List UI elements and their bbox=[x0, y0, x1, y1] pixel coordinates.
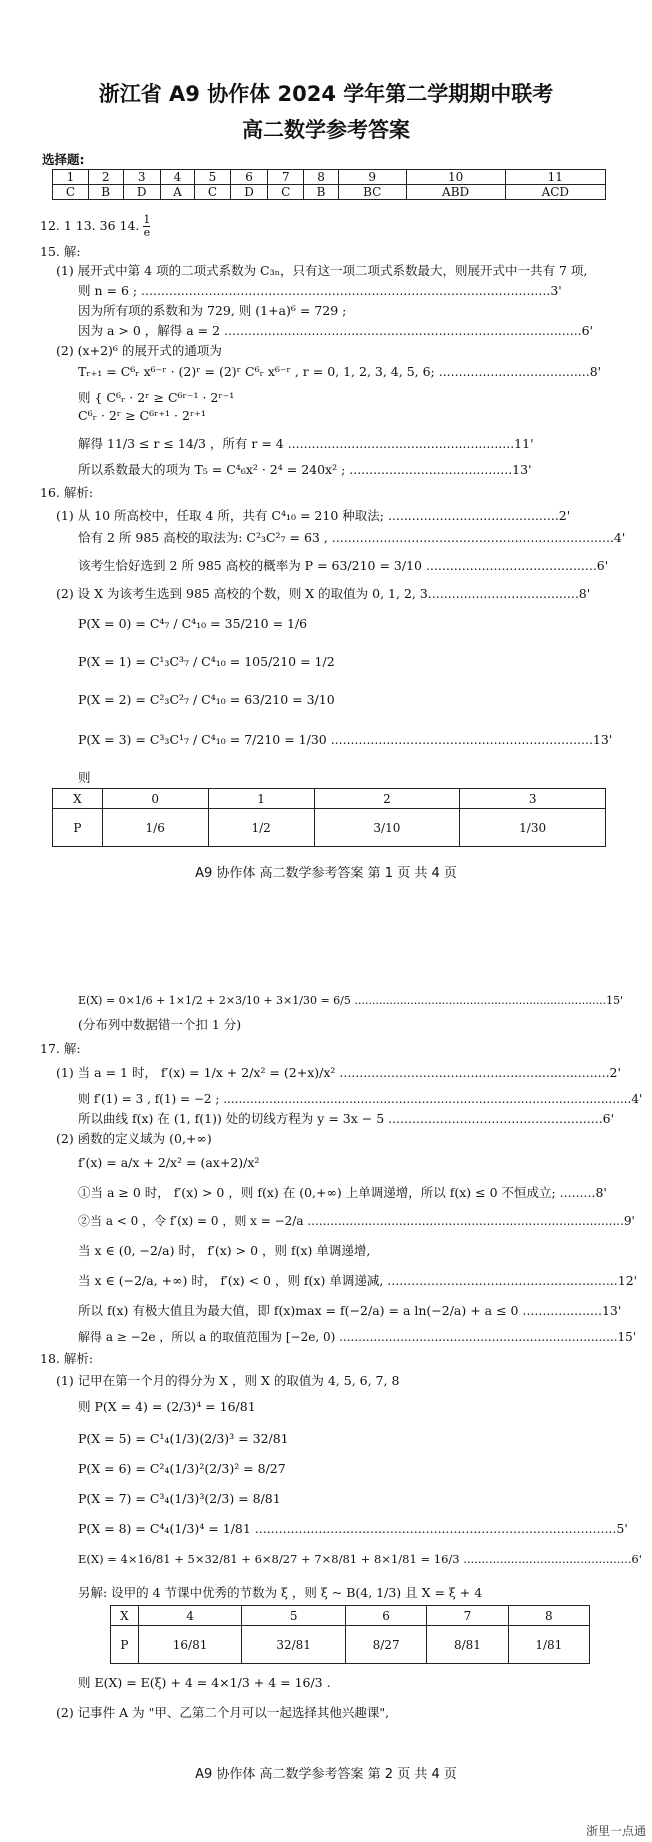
table-cell: 8/27 bbox=[345, 1626, 426, 1664]
q17-line: ②当 a < 0 ，令 f′(x) = 0 ，则 x = −2/a ...................................................................................9' bbox=[78, 1214, 635, 1228]
q15-line: (1) 展开式中第 4 项的二项式系数为 C₃ₙ，只有这一项二项式系数最大，则展开式中一共有 7 项, bbox=[56, 263, 588, 278]
choice-number-cell: 3 bbox=[123, 170, 160, 185]
choice-answer-cell: A bbox=[160, 185, 194, 200]
choice-answer-cell: D bbox=[230, 185, 267, 200]
q18-distribution-table bbox=[110, 1605, 590, 1664]
q18-line: 则 P(X = 4) = (2/3)⁴ = 16/81 bbox=[78, 1399, 256, 1414]
table-cell: 1/2 bbox=[208, 809, 314, 847]
choice-number-cell: 5 bbox=[195, 170, 231, 185]
choice-number-cell: 1 bbox=[53, 170, 89, 185]
table-cell: 0 bbox=[102, 789, 208, 809]
q17-line: 所以曲线 f(x) 在 (1, f(1)) 处的切线方程为 y = 3x − 5 ......................................................6' bbox=[78, 1111, 615, 1126]
q17-heading: 17. 解: bbox=[40, 1041, 81, 1056]
q18-after-line: 则 E(X) = E(ξ) + 4 = 4×1/3 + 4 = 16/3 . bbox=[78, 1675, 331, 1690]
q17-line: (1) 当 a = 1 时， f′(x) = 1/x + 2/x² = (2+x)/x² ....................................................................2' bbox=[56, 1065, 621, 1080]
q18-line: (1) 记甲在第一个月的得分为 X ，则 X 的取值为 4, 5, 6, 7, 8 bbox=[56, 1373, 400, 1388]
fill-blank-answers bbox=[40, 214, 150, 239]
choice-number-cell: 6 bbox=[230, 170, 267, 185]
q15-line: Tᵣ₊₁ = C⁶ᵣ x⁶⁻ʳ · (2)ʳ = (2)ʳ C⁶ᵣ x⁶⁻ʳ , r = 0, 1, 2, 3, 4, 5, 6; ......................................8' bbox=[78, 364, 602, 379]
q16-line: (1) 从 10 所高校中，任取 4 所，共有 C⁴₁₀ = 210 种取法; ...........................................2' bbox=[56, 508, 571, 523]
watermark-text: 浙里一点通 bbox=[585, 1824, 646, 1838]
q15-line: C⁶ᵣ · 2ʳ ≥ C⁶ʳ⁺¹ · 2ʳ⁺¹ bbox=[78, 408, 206, 423]
table-cell: 5 bbox=[242, 1606, 346, 1626]
choice-answer-cell: ACD bbox=[505, 185, 605, 200]
choice-number-cell: 11 bbox=[505, 170, 605, 185]
fill-line: 12. 1 13. 36 14. bbox=[40, 218, 144, 233]
choice-number-cell: 7 bbox=[268, 170, 304, 185]
table-cell: 6 bbox=[345, 1606, 426, 1626]
q15-line: 因为所有项的系数和为 729, 则 (1+a)⁶ = 729 ; bbox=[78, 303, 347, 318]
choice-answer-table bbox=[52, 169, 606, 200]
q17-line: 所以 f(x) 有极大值且为最大值，即 f(x)max = f(−2/a) = a ln(−2/a) + a ≤ 0 ....................13' bbox=[78, 1303, 622, 1318]
table-cell: 1/6 bbox=[102, 809, 208, 847]
q18-line: E(X) = 4×16/81 + 5×32/81 + 6×8/27 + 7×8/81 + 8×1/81 = 16/3 ..............................................6' bbox=[78, 1552, 642, 1566]
page-footer-2: A9 协作体 高二数学参考答案 第 2 页 共 4 页 bbox=[195, 1767, 457, 1782]
table-cell: X bbox=[111, 1606, 139, 1626]
table-cell: 32/81 bbox=[242, 1626, 346, 1664]
q17-line: 则 f′(1) = 3 , f(1) = −2 ; ...........................................................................................................4' bbox=[78, 1092, 643, 1106]
table-cell: 1 bbox=[208, 789, 314, 809]
choice-answer-cell: C bbox=[268, 185, 304, 200]
q18-line: P(X = 6) = C²₄(1/3)²(2/3)² = 8/27 bbox=[78, 1461, 286, 1476]
distribution-row-x bbox=[53, 789, 606, 809]
q15-line: 解得 11/3 ≤ r ≤ 14/3 ，所有 r = 4 .........................................................11' bbox=[78, 436, 534, 451]
answer-page-1 bbox=[0, 0, 652, 905]
q18-line: 另解: 设甲的 4 节课中优秀的节数为 ξ ，则 ξ ~ B(4, 1/3) 且 X = ξ + 4 bbox=[78, 1585, 483, 1600]
table-cell: 7 bbox=[427, 1606, 508, 1626]
q17-line: f′(x) = a/x + 2/x² = (ax+2)/x² bbox=[78, 1155, 260, 1170]
choice-number-cell: 8 bbox=[304, 170, 339, 185]
q17-line: 当 x ∈ (−2/a, +∞) 时， f′(x) < 0 ，则 f(x) 单调递减, ..........................................................12' bbox=[78, 1273, 638, 1288]
table-cell: X bbox=[53, 789, 103, 809]
choice-number-cell: 4 bbox=[160, 170, 194, 185]
q17-line: ①当 a ≥ 0 时， f′(x) > 0 ，则 f(x) 在 (0,+∞) 上单调递增，所以 f(x) ≤ 0 不恒成立; .........8' bbox=[78, 1185, 607, 1200]
expectation-note: (分布列中数据错一个扣 1 分) bbox=[78, 1017, 242, 1032]
q18-line: P(X = 7) = C³₄(1/3)³(2/3) = 8/81 bbox=[78, 1491, 281, 1506]
q18-line: P(X = 8) = C⁴₄(1/3)⁴ = 1/81 ...........................................................................................5' bbox=[78, 1521, 628, 1536]
q18-line: P(X = 5) = C¹₄(1/3)(2/3)³ = 32/81 bbox=[78, 1431, 289, 1446]
ans14-numerator: 1 bbox=[143, 213, 151, 226]
q16-line: P(X = 3) = C³₃C¹₇ / C⁴₁₀ = 7/210 = 1/30 ..................................................................13' bbox=[78, 732, 613, 747]
answer-subtitle: 高二数学参考答案 bbox=[242, 118, 410, 142]
page-footer-1: A9 协作体 高二数学参考答案 第 1 页 共 4 页 bbox=[195, 866, 457, 881]
table-cell: 1/81 bbox=[508, 1626, 589, 1664]
table-cell: 16/81 bbox=[138, 1626, 242, 1664]
table-cell: 8/81 bbox=[427, 1626, 508, 1664]
choice-label: 选择题: bbox=[42, 152, 85, 167]
q15-line: 所以系数最大的项为 T₅ = C⁴₆x² · 2⁴ = 240x² ; .........................................13' bbox=[78, 462, 532, 477]
q17-line: 当 x ∈ (0, −2/a) 时， f′(x) > 0 ，则 f(x) 单调递增, bbox=[78, 1243, 371, 1258]
expectation-line: E(X) = 0×1/6 + 1×1/2 + 2×3/10 + 3×1/30 = 6/5 ........................................................................15' bbox=[78, 994, 624, 1007]
q15-line: (2) (x+2)⁶ 的展开式的通项为 bbox=[56, 343, 222, 358]
choice-number-cell: 10 bbox=[406, 170, 505, 185]
table-cell: P bbox=[53, 809, 103, 847]
table-cell: 1/30 bbox=[460, 809, 606, 847]
choice-answer-cell: C bbox=[53, 185, 89, 200]
choice-answer-cell: ABD bbox=[406, 185, 505, 200]
table-cell: 8 bbox=[508, 1606, 589, 1626]
choice-answer-cell: B bbox=[304, 185, 339, 200]
choice-number-cell: 9 bbox=[338, 170, 406, 185]
table-cell: 3/10 bbox=[314, 809, 460, 847]
q16-line: P(X = 2) = C²₃C²₇ / C⁴₁₀ = 63/210 = 3/10 bbox=[78, 692, 335, 707]
q16-line: P(X = 1) = C¹₃C³₇ / C⁴₁₀ = 105/210 = 1/2 bbox=[78, 654, 335, 669]
q15-line: 则 { C⁶ᵣ · 2ʳ ≥ C⁶ʳ⁻¹ · 2ʳ⁻¹ bbox=[78, 390, 235, 405]
table-cell: 4 bbox=[138, 1606, 242, 1626]
exam-title: 浙江省 A9 协作体 2024 学年第二学期期中联考 bbox=[98, 82, 554, 106]
distribution-row-p bbox=[53, 809, 606, 847]
ans14-denominator: e bbox=[143, 226, 151, 239]
q15-line: 因为 a > 0 ，解得 a = 2 ..........................................................................................6' bbox=[78, 323, 594, 338]
distribution-row-x bbox=[111, 1606, 590, 1626]
choice-answer-cell: BC bbox=[338, 185, 406, 200]
choice-answer-cell: B bbox=[88, 185, 123, 200]
q18-after-line: (2) 记事件 A 为 "甲、乙第二个月可以一起选择其他兴趣课", bbox=[56, 1705, 390, 1720]
choice-answer-cell: C bbox=[195, 185, 231, 200]
q16-heading: 16. 解析: bbox=[40, 485, 94, 500]
q15-line: 则 n = 6 ; .......................................................................................................3' bbox=[78, 283, 562, 298]
choice-answer-row bbox=[53, 185, 606, 200]
q18-heading: 18. 解析: bbox=[40, 1351, 94, 1366]
table-cell: 2 bbox=[314, 789, 460, 809]
q15-heading: 15. 解: bbox=[40, 244, 81, 259]
q16-line: P(X = 0) = C⁴₇ / C⁴₁₀ = 35/210 = 1/6 bbox=[78, 616, 308, 631]
q17-line: 解得 a ≥ −2e ，所以 a 的取值范围为 [−2e, 0) .........................................................................15' bbox=[78, 1330, 637, 1344]
choice-number-cell: 2 bbox=[88, 170, 123, 185]
q16-line: 则 bbox=[78, 770, 91, 785]
table-cell: 3 bbox=[460, 789, 606, 809]
q16-distribution-table bbox=[52, 788, 606, 847]
choice-number-row bbox=[53, 170, 606, 185]
distribution-row-p bbox=[111, 1626, 590, 1664]
q16-line: 该考生恰好选到 2 所 985 高校的概率为 P = 63/210 = 3/10 ...........................................6' bbox=[78, 558, 609, 573]
q16-line: (2) 设 X 为该考生选到 985 高校的个数，则 X 的取值为 0, 1, 2, 3......................................8' bbox=[56, 586, 591, 601]
q16-line: 恰有 2 所 985 高校的取法为: C²₃C²₇ = 63 , .......................................................................4' bbox=[78, 530, 626, 545]
q17-line: (2) 函数的定义域为 (0,+∞) bbox=[56, 1131, 212, 1146]
choice-answer-cell: D bbox=[123, 185, 160, 200]
table-cell: P bbox=[111, 1626, 139, 1664]
answer-page-2 bbox=[0, 905, 652, 1842]
